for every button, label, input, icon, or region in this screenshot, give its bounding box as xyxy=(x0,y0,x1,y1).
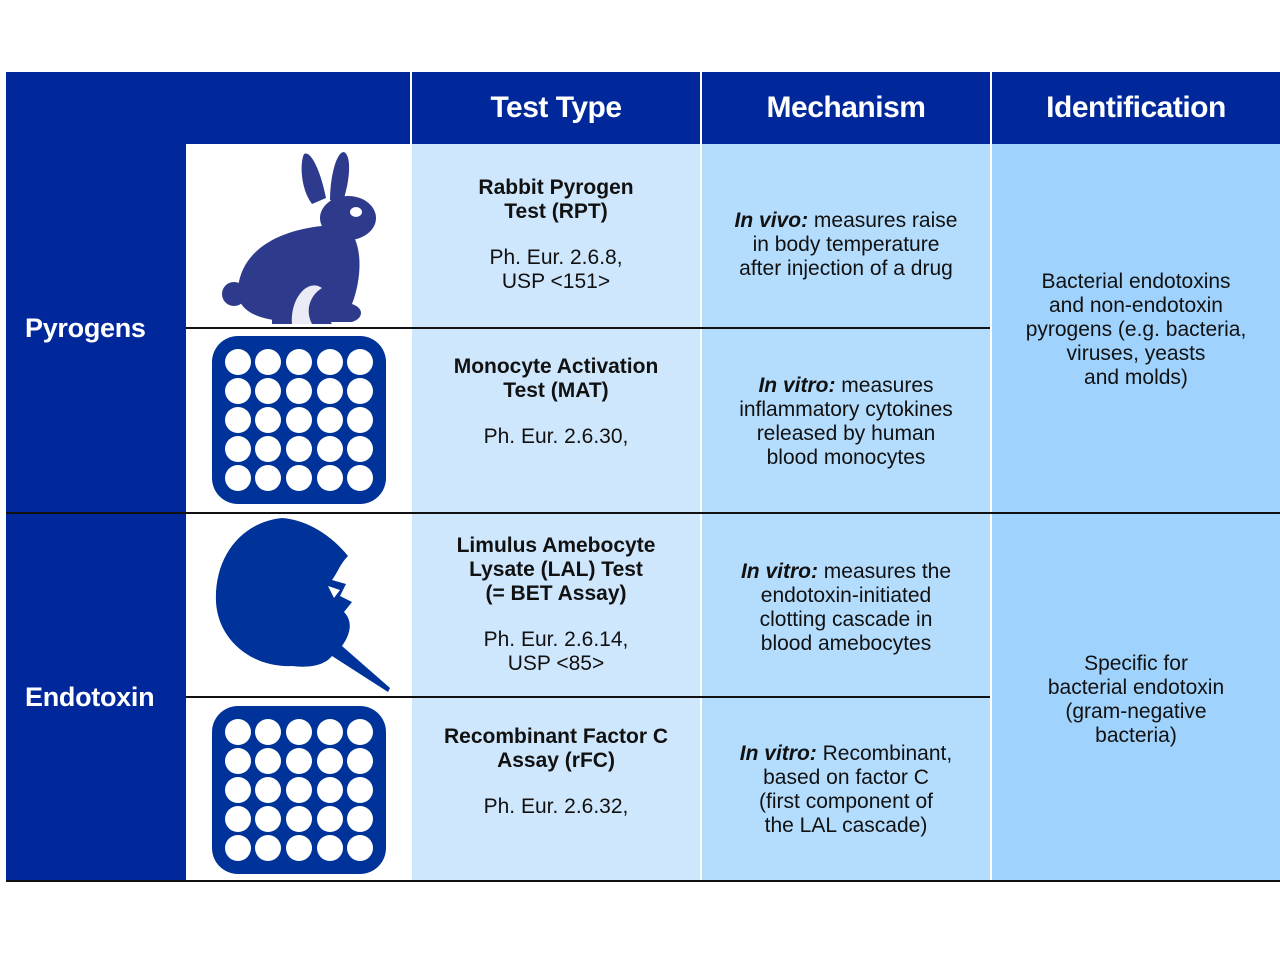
test-name-line: Test (RPT) xyxy=(504,200,608,223)
test-name-line: Lysate (LAL) Test xyxy=(469,558,643,581)
mech-mat xyxy=(702,342,990,502)
test-name-line: (= BET Assay) xyxy=(485,582,627,605)
mech-lal xyxy=(702,528,990,688)
well-plate-icon xyxy=(212,336,386,504)
mech-line: measures the xyxy=(817,560,952,583)
mech-line: released by human xyxy=(756,422,936,445)
mech-line: blood monocytes xyxy=(766,446,926,469)
row-divider xyxy=(186,696,990,698)
test-name-line: Limulus Amebocyte xyxy=(456,534,656,557)
test-lal xyxy=(412,520,700,690)
ident-line: (gram-negative xyxy=(1065,700,1207,723)
group-divider xyxy=(6,512,1280,514)
test-rpt xyxy=(412,150,700,320)
test-name xyxy=(454,355,659,403)
test-ref xyxy=(484,628,629,676)
test-name-line: Monocyte Activation xyxy=(453,355,659,378)
test-ref xyxy=(484,425,629,449)
row-divider xyxy=(186,327,990,329)
group-label-endotoxin: Endotoxin xyxy=(6,514,186,880)
mech-emphasis: In vitro: xyxy=(739,742,817,765)
test-name-line: Recombinant Factor C xyxy=(443,725,669,748)
mech-rpt xyxy=(702,170,990,320)
header-test-type: Test Type xyxy=(412,72,700,144)
mech-text xyxy=(721,742,971,838)
ident-line: Bacterial endotoxins xyxy=(1041,270,1231,293)
ident-line: bacteria) xyxy=(1095,724,1177,747)
test-ref xyxy=(484,795,629,819)
mech-text xyxy=(721,560,971,656)
well-plate-icon xyxy=(212,706,386,874)
test-ref-line: Ph. Eur. 2.6.32, xyxy=(483,795,629,818)
mech-emphasis: In vitro: xyxy=(758,374,836,397)
ident-line: viruses, yeasts xyxy=(1066,342,1206,365)
test-ref-line: Ph. Eur. 2.6.14, xyxy=(483,628,629,651)
mech-emphasis: In vivo: xyxy=(734,209,809,232)
test-ref-line: USP <85> xyxy=(507,652,605,675)
mech-line: inflammatory cytokines xyxy=(739,398,953,421)
mech-line: measures raise xyxy=(808,209,958,232)
rabbit-icon xyxy=(212,148,392,326)
mech-line: after injection of a drug xyxy=(739,257,953,280)
mech-rfc xyxy=(702,710,990,870)
horseshoe-crab-icon xyxy=(212,516,394,694)
mech-text xyxy=(721,209,971,281)
mech-text xyxy=(721,374,971,470)
test-ref-line: Ph. Eur. 2.6.30, xyxy=(483,425,629,448)
test-rfc xyxy=(412,702,700,842)
header-corner xyxy=(6,72,410,144)
ident-pyrogens xyxy=(992,250,1280,410)
ident-line: and non-endotoxin xyxy=(1049,294,1223,317)
test-ref-line: USP <151> xyxy=(501,270,611,293)
mech-line: measures xyxy=(835,374,934,397)
header-mechanism: Mechanism xyxy=(702,72,990,144)
test-name xyxy=(444,725,668,773)
mech-line: endotoxin-initiated xyxy=(760,584,932,607)
mech-line: in body temperature xyxy=(752,233,940,256)
group-label-pyrogens: Pyrogens xyxy=(6,144,186,512)
ident-line: bacterial endotoxin xyxy=(1047,676,1225,699)
mech-line: (first component of xyxy=(759,790,933,813)
ident-line: pyrogens (e.g. bacteria, xyxy=(1025,318,1247,341)
test-ref xyxy=(489,246,622,294)
test-ref-line: Ph. Eur. 2.6.8, xyxy=(489,246,623,269)
test-name-line: Test (MAT) xyxy=(503,379,609,402)
ident-text xyxy=(1011,652,1261,748)
mech-line: the LAL cascade) xyxy=(764,814,928,837)
mech-line: blood amebocytes xyxy=(760,632,932,655)
mech-line: clotting cascade in xyxy=(759,608,933,631)
test-name xyxy=(478,176,633,224)
mech-line: based on factor C xyxy=(763,766,929,789)
ident-line: Specific for xyxy=(1084,652,1188,675)
mech-emphasis: In vitro: xyxy=(740,560,818,583)
table-bottom-border xyxy=(6,880,1280,882)
ident-endotoxin xyxy=(992,630,1280,770)
test-mat xyxy=(412,332,700,472)
ident-line: and molds) xyxy=(1084,366,1188,389)
test-name xyxy=(457,534,656,606)
test-name-line: Rabbit Pyrogen xyxy=(478,176,634,199)
ident-text xyxy=(1011,270,1261,390)
test-name-line: Assay (rFC) xyxy=(497,749,615,772)
header-identification: Identification xyxy=(992,72,1280,144)
mech-line: Recombinant, xyxy=(816,742,953,765)
